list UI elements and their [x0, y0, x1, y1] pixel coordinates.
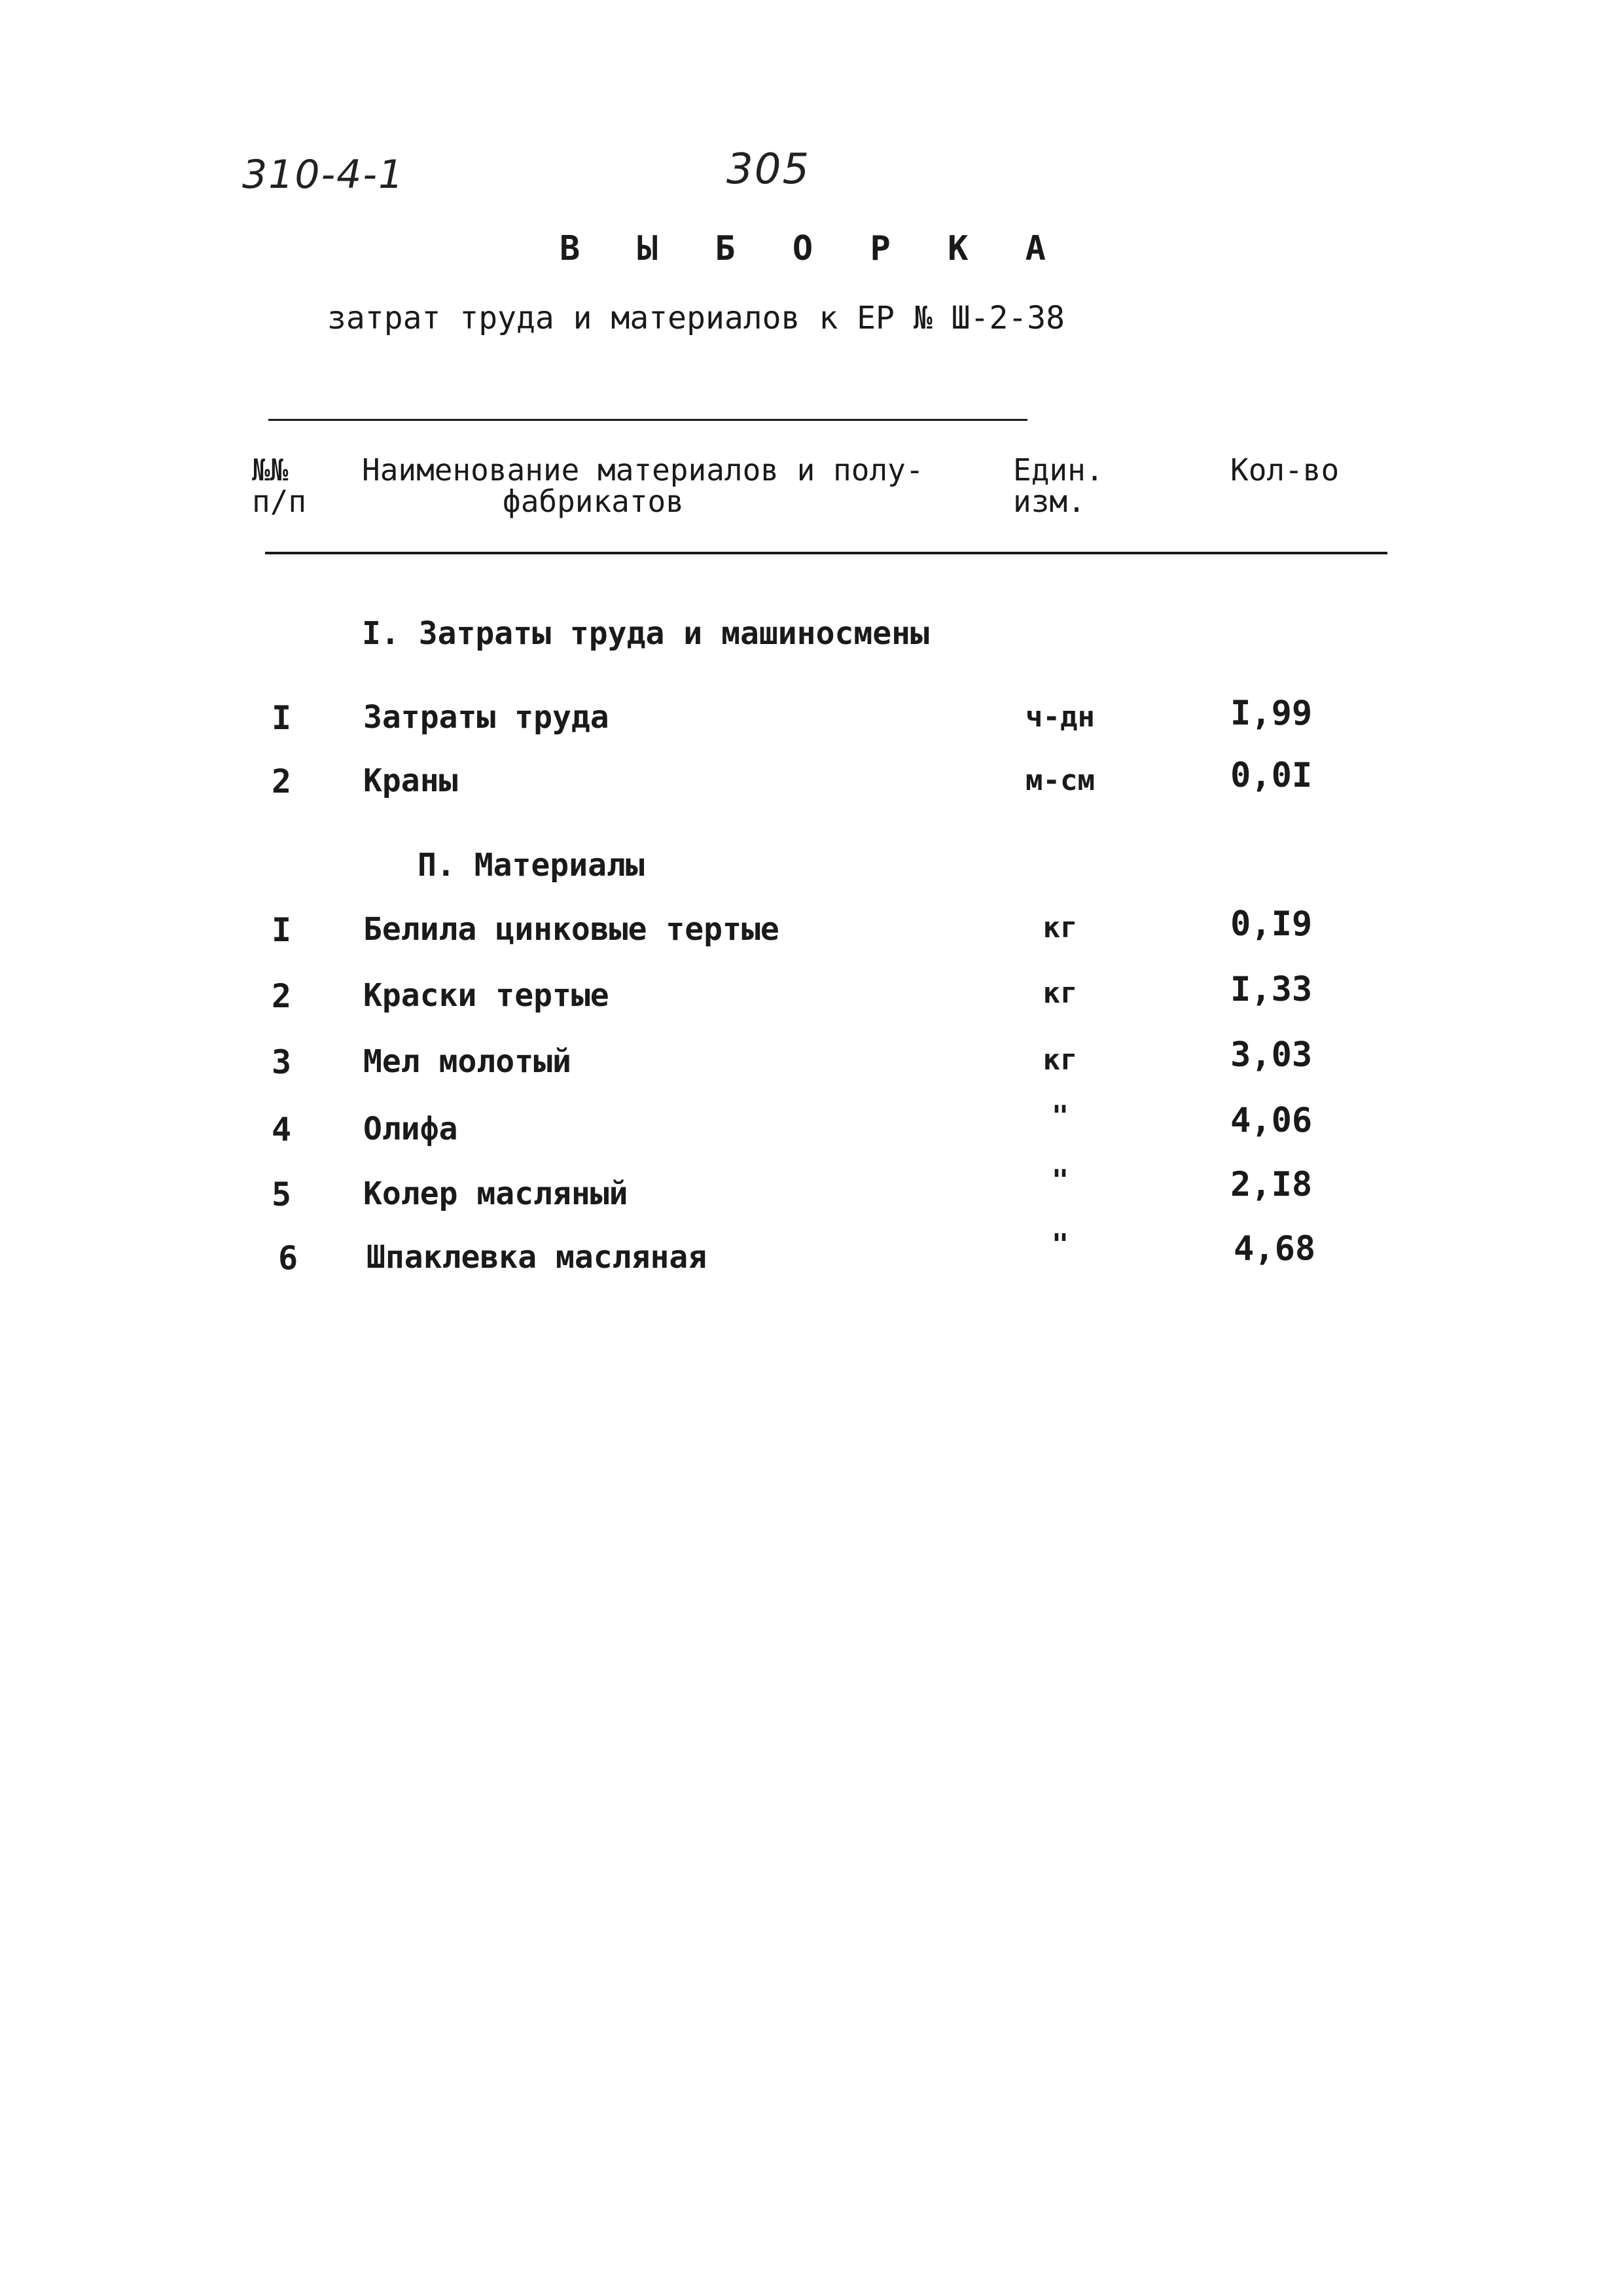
row-number: 4 — [272, 1111, 292, 1149]
row-number: 2 — [272, 762, 292, 800]
column-header-name-line1: Наименование материалов и полу- — [362, 452, 924, 488]
row-name: Колер масляный — [363, 1175, 628, 1212]
row-number: 3 — [272, 1043, 292, 1081]
row-quantity: 4,06 — [1230, 1101, 1313, 1140]
row-unit: кг — [1043, 977, 1078, 1010]
column-header-unit — [1013, 454, 1103, 517]
column-header-quantity: Кол-во — [1230, 452, 1340, 488]
row-unit: " — [1051, 1100, 1069, 1133]
column-header-unit-line1: Един. — [1013, 452, 1104, 488]
row-number: I — [272, 911, 292, 949]
row-name: Белила цинковые тертые — [363, 911, 779, 948]
row-number: 6 — [278, 1239, 298, 1277]
row-quantity: 0,I9 — [1230, 905, 1313, 944]
column-header-number — [252, 454, 306, 517]
row-unit: " — [1051, 1228, 1069, 1261]
column-header-name-line2: фабрикатов — [503, 484, 684, 519]
row-quantity: 2,I8 — [1230, 1165, 1313, 1204]
row-unit: кг — [1043, 1043, 1078, 1077]
row-quantity: 4,68 — [1234, 1229, 1316, 1268]
column-header-unit-line2: изм. — [1013, 484, 1086, 519]
row-name: Шпаклевка масляная — [366, 1239, 707, 1276]
document-subtitle: затрат труда и материалов к ЕР № Ш-2-38 — [327, 300, 1065, 336]
column-header-number-line1: №№ — [252, 452, 289, 488]
row-name: Краны — [363, 762, 458, 799]
row-name: Олифа — [363, 1111, 458, 1147]
row-number: 2 — [272, 977, 292, 1015]
row-quantity: I,99 — [1230, 694, 1313, 733]
row-unit: кг — [1043, 911, 1078, 944]
document-code: 310-4-1 — [242, 152, 405, 198]
section-title-materials: П. Материалы — [418, 847, 645, 884]
row-name: Краски тертые — [363, 977, 609, 1014]
row-quantity: I,33 — [1230, 970, 1313, 1009]
row-unit: " — [1051, 1164, 1069, 1197]
row-number: I — [272, 699, 292, 737]
header-rule — [265, 552, 1387, 554]
row-unit: м-см — [1026, 764, 1095, 797]
top-rule — [268, 419, 1027, 421]
section-title-labor: I. Затраты труда и машиносмены — [362, 615, 929, 652]
row-name: Затраты труда — [363, 699, 609, 736]
row-unit: ч-дн — [1026, 700, 1095, 734]
row-number: 5 — [272, 1175, 292, 1213]
document-title: В Ы Б О Р К А — [560, 229, 1064, 268]
row-quantity: 3,03 — [1230, 1035, 1313, 1075]
column-header-number-line2: п/п — [252, 484, 307, 519]
page-number: 305 — [726, 145, 811, 194]
row-quantity: 0,0I — [1230, 756, 1313, 795]
row-name: Мел молотый — [363, 1043, 571, 1080]
column-header-name — [362, 454, 924, 517]
